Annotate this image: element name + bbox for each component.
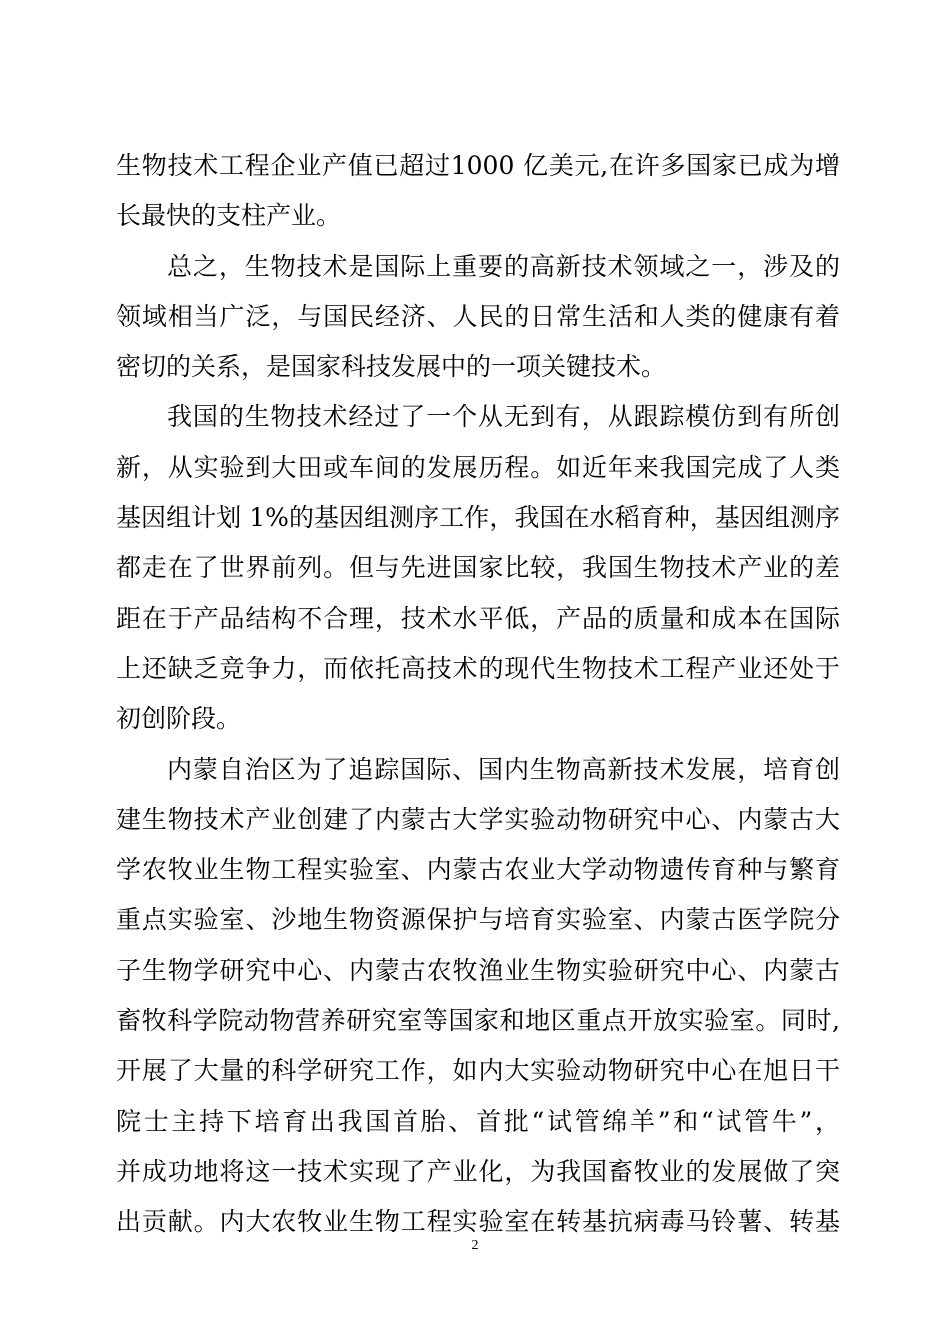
text-line: 密切的关系，是国家科技发展中的一项关键技术。 [116,352,667,382]
paragraph-first-line: 总之，生物技术是国际上重要的高新技术领域之一，涉及的 [167,251,840,281]
text-line: 生物技术工程企业产值已超过1000 亿美元,在许多国家已成为增 [116,151,840,180]
text-line: 子生物学研究中心、内蒙古农牧渔业生物实验研究中心、内蒙古 [116,955,840,985]
text-line: 都走在了世界前列。但与先进国家比较，我国生物技术产业的差 [116,553,840,583]
text-line: 上还缺乏竞争力，而依托高技术的现代生物技术工程产业还处于 [116,653,840,683]
paragraph-first-line: 我国的生物技术经过了一个从无到有，从跟踪模仿到有所创 [167,402,840,432]
text-line: 并成功地将这一技术实现了产业化，为我国畜牧业的发展做了突 [116,1156,840,1186]
text-line: 出贡献。内大农牧业生物工程实验室在转基抗病毒马铃薯、转基 [116,1207,840,1237]
text-line: 初创阶段。 [116,704,242,734]
page-number: 2 [471,1238,479,1253]
text-line: 开展了大量的科学研究工作，如内大实验动物研究中心在旭日干 [116,1056,840,1086]
text-line: 院士主持下培育出我国首胎、首批“试管绵羊”和“试管牛”， [116,1106,840,1136]
text-line: 建生物技术产业创建了内蒙古大学实验动物研究中心、内蒙古大 [116,804,840,834]
text-line: 基因组计划 1%的基因组测序工作，我国在水稻育种，基因组测序 [116,503,840,533]
text-line: 畜牧科学院动物营养研究室等国家和地区重点开放实验室。同时, [116,1006,840,1036]
body-text [116,141,840,1248]
text-line: 学农牧业生物工程实验室、内蒙古农业大学动物遗传育种与繁育 [116,855,840,885]
text-line: 长最快的支柱产业。 [116,201,342,231]
text-line: 距在于产品结构不合理，技术水平低，产品的质量和成本在国际 [116,603,840,633]
text-line: 新，从实验到大田或车间的发展历程。如近年来我国完成了人类 [116,452,840,482]
text-line: 领域相当广泛，与国民经济、人民的日常生活和人类的健康有着 [116,301,840,331]
paragraph-first-line: 内蒙自治区为了追踪国际、国内生物高新技术发展，培育创 [167,754,840,784]
text-line: 重点实验室、沙地生物资源保护与培育实验室、内蒙古医学院分 [116,905,840,935]
